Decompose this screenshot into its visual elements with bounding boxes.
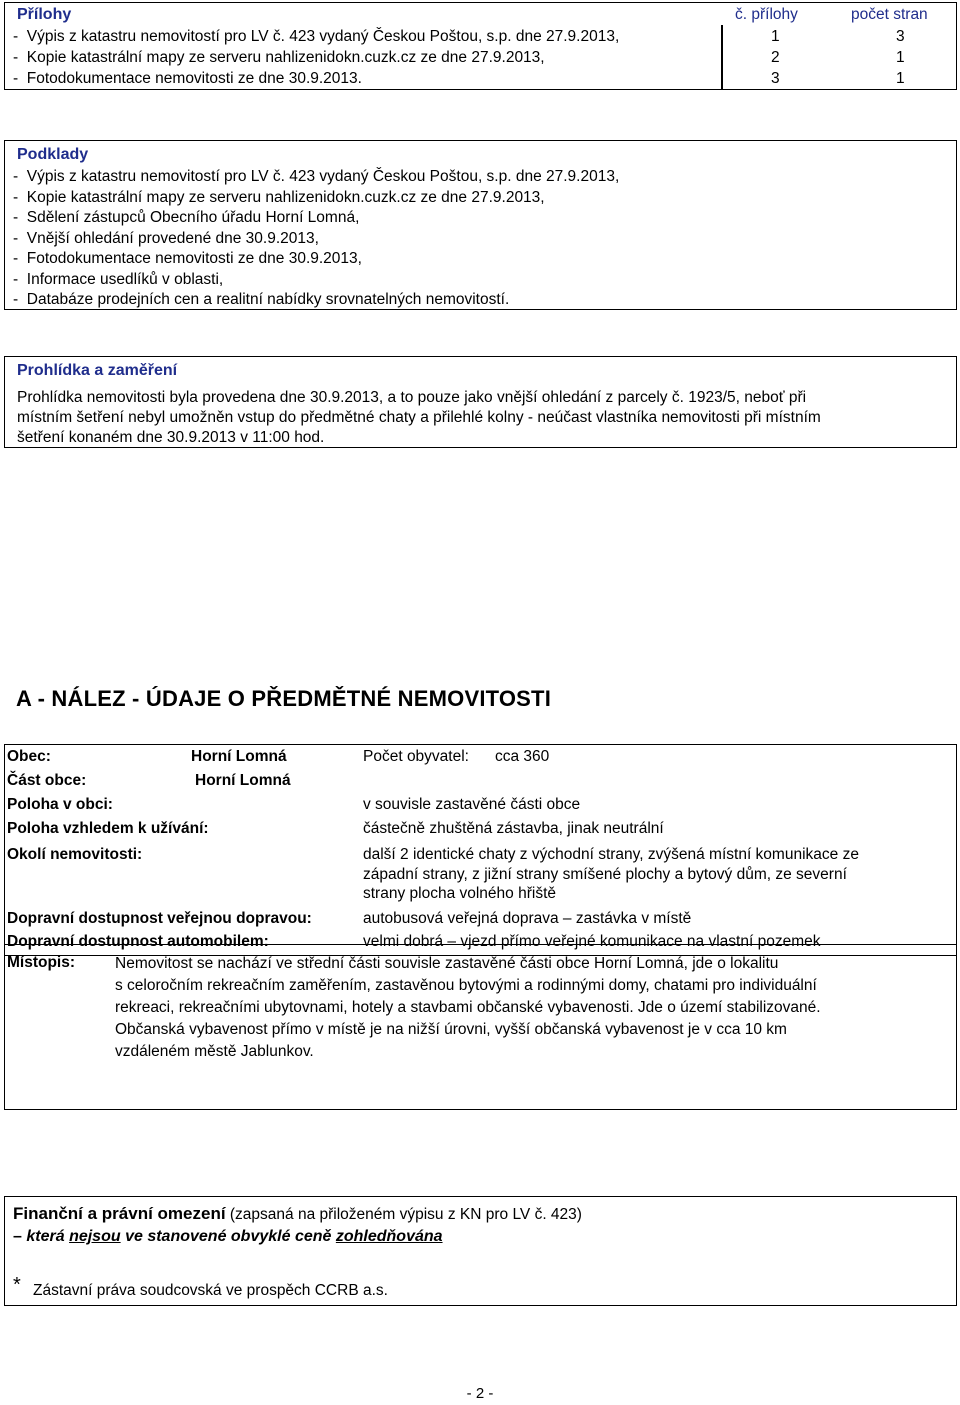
cast-obce-value: Horní Lomná: [195, 772, 291, 789]
mistopis-text: [115, 953, 821, 1063]
prilohy-col-pages: počet stran: [851, 6, 928, 23]
podklady-section: [4, 140, 957, 310]
omezeni-title: Finanční a právní omezení: [13, 1204, 226, 1223]
mistopis-line: Nemovitost se nachází ve střední části souvisle zastavěné části obce Horní Lomná, jde o lokalitu: [115, 955, 779, 972]
podklady-item: - Kopie katastrální mapy ze serveru nahlizenidokn.cuzk.cz ze dne 27.9.2013,: [13, 188, 619, 209]
mistopis-line: vzdáleném městě Jablunkov.: [115, 1043, 314, 1060]
prilohy-item-3-num: 3: [771, 70, 780, 87]
prohlidka-section: [4, 356, 957, 448]
omezeni-star: *: [13, 1274, 21, 1296]
prilohy-col-num: č. přílohy: [735, 6, 798, 23]
omezeni-italic-b: nejsou: [69, 1228, 121, 1245]
podklady-title: Podklady: [17, 146, 89, 163]
prilohy-divider: [721, 25, 723, 89]
poloha-uzivani-value: částečně zhuštěná zástavba, jinak neutrální: [363, 820, 664, 837]
omezeni-item: Zástavní práva soudcovská ve prospěch CCRB a.s.: [33, 1282, 388, 1299]
podklady-item: - Vnější ohledání provedené dne 30.9.2013,: [13, 229, 619, 250]
okoli-line: další 2 identické chaty z východní strany, zvýšená místní komunikace ze: [363, 846, 859, 863]
okoli-label: Okolí nemovitosti:: [7, 846, 143, 863]
omezeni-header: [13, 1203, 582, 1226]
prilohy-item-1-num: 1: [771, 28, 780, 45]
omezeni-italic-d: zohledňována: [335, 1228, 443, 1245]
podklady-item: - Informace usedlíků v oblasti,: [13, 270, 619, 291]
mistopis-label: Místopis:: [7, 954, 76, 971]
poloha-obci-label: Poloha v obci:: [7, 796, 113, 813]
prohlidka-line: šetření konaném dne 30.9.2013 v 11:00 hod.: [17, 429, 325, 446]
podklady-list: [13, 167, 619, 311]
doprava-verejna-label: Dopravní dostupnost veřejnou dopravou:: [7, 910, 312, 927]
prilohy-item-2-num: 2: [771, 49, 780, 66]
podklady-item: - Výpis z katastru nemovitostí pro LV č. 423 vydaný Českou Poštou, s.p. dne 27.9.2013,: [13, 167, 619, 188]
info-section: [4, 744, 957, 956]
podklady-item: - Sdělení zástupců Obecního úřadu Horní Lomná,: [13, 208, 619, 229]
omezeni-statement: [13, 1226, 443, 1248]
okoli-line: strany plocha volného hřiště: [363, 885, 557, 902]
prilohy-item-3-text: - Fotodokumentace nemovitosti ze dne 30.9.2013.: [13, 69, 362, 90]
mistopis-line: rekreaci, rekreačními ubytovnami, hotely a stavbami občanské vybavenosti. Jde o území stabilizované.: [115, 999, 821, 1016]
doprava-auto-label: Dopravní dostupnost automobilem:: [7, 933, 269, 950]
doprava-verejna-value: autobusová veřejná doprava – zastávka v místě: [363, 910, 692, 927]
doprava-auto-value: velmi dobrá – vjezd přímo veřejné komunikace na vlastní pozemek: [363, 933, 821, 950]
okoli-value: [363, 845, 859, 904]
page-number: - 2 -: [466, 1385, 494, 1402]
prilohy-item-3-pages: 1: [896, 70, 905, 87]
mistopis-line: Občanská vybavenost přímo v místě je na nižší úrovni, vyšší občanská vybavenost je v cca 10 km: [115, 1021, 787, 1038]
okoli-line: západní strany, z jižní strany smíšené plochy a bytový dům, ze severní: [363, 865, 847, 883]
obec-label: Obec:: [7, 748, 51, 765]
prohlidka-line: Prohlídka nemovitosti byla provedena dne 30.9.2013, a to pouze jako vnější ohledání z parcely č. 1923/5, neboť při: [17, 389, 807, 406]
omezeni-section: [4, 1196, 957, 1306]
prohlidka-title: Prohlídka a zaměření: [17, 362, 178, 379]
omezeni-italic-a: která: [26, 1228, 65, 1245]
prohlidka-text: [17, 388, 821, 448]
podklady-item: - Fotodokumentace nemovitosti ze dne 30.9.2013,: [13, 249, 619, 270]
pocet-obyvatel-value: cca 360: [495, 748, 550, 765]
poloha-obci-value: v souvisle zastavěné části obce: [363, 796, 581, 813]
cast-obce-label: Část obce:: [7, 772, 87, 789]
omezeni-dash: –: [13, 1228, 22, 1245]
prilohy-item-2-text: - Kopie katastrální mapy ze serveru nahlizenidokn.cuzk.cz ze dne 27.9.2013,: [13, 48, 545, 69]
mistopis-section: [4, 944, 957, 1110]
obec-value: Horní Lomná: [191, 748, 287, 765]
section-heading: A - NÁLEZ - ÚDAJE O PŘEDMĚTNÉ NEMOVITOSTI: [16, 686, 552, 711]
poloha-uzivani-label: Poloha vzhledem k užívání:: [7, 820, 209, 837]
pocet-obyvatel-label: Počet obyvatel:: [363, 748, 469, 765]
omezeni-note: (zapsaná na přiloženém výpisu z KN pro LV č. 423): [229, 1206, 582, 1223]
omezeni-italic-c: ve stanovené obvyklé ceně: [125, 1228, 332, 1245]
prilohy-title: Přílohy: [17, 6, 72, 23]
prilohy-item-1-pages: 3: [896, 28, 905, 45]
prilohy-item-2-pages: 1: [896, 49, 905, 66]
podklady-item: - Databáze prodejních cen a realitní nabídky srovnatelných nemovitostí.: [13, 290, 619, 311]
prohlidka-line: místním šetření nebyl umožněn vstup do předmětné chaty a přilehlé kolny - neúčast vlastníka nemovitosti při místním: [17, 409, 821, 426]
prilohy-section: [4, 2, 957, 90]
mistopis-line: s celoročním rekreačním zaměřením, zastavěnou bytovými a rodinnými domy, chatami pro individuální: [115, 977, 817, 994]
prilohy-item-1-text: - Výpis z katastru nemovitostí pro LV č. 423 vydaný Českou Poštou, s.p. dne 27.9.2013,: [13, 27, 619, 48]
